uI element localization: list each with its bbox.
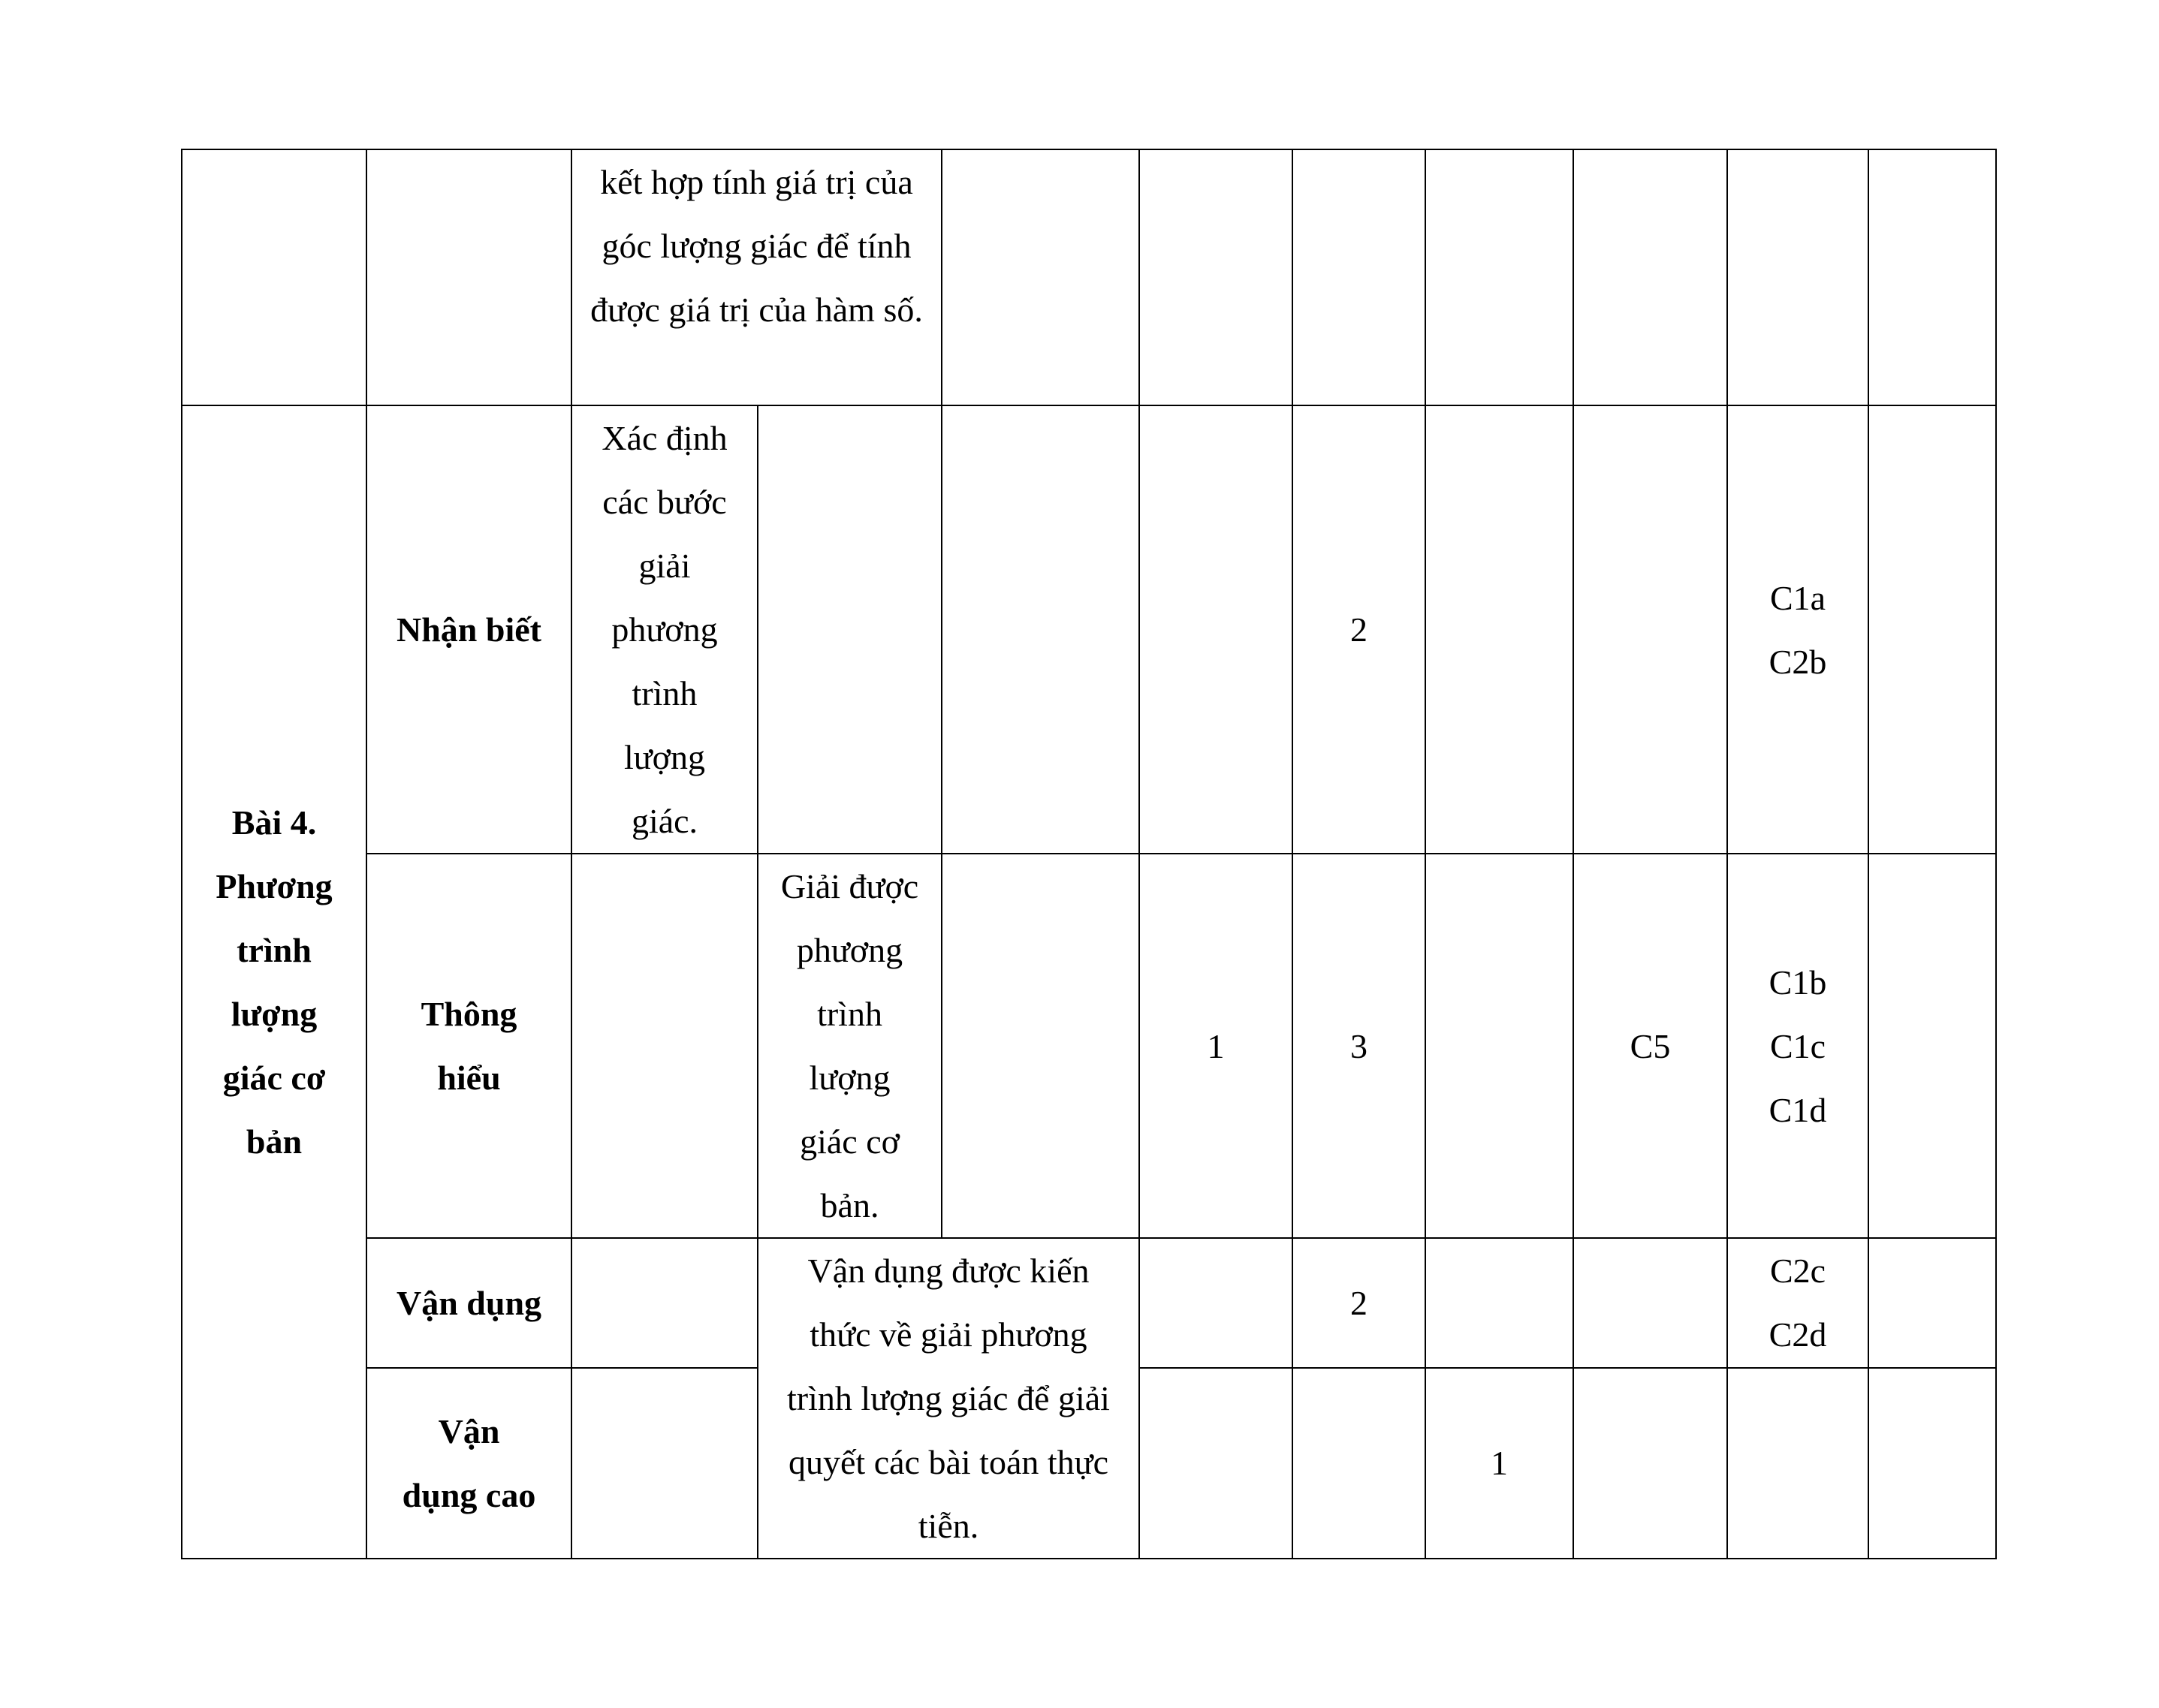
codes-cell [1727,405,1868,854]
empty-cell [942,405,1139,854]
empty-cell [366,149,571,405]
count-cell: 2 [1292,405,1425,854]
codes-cell [1727,854,1868,1238]
empty-cell [1139,1368,1292,1559]
lesson-name-cell: Bài 4. Phương trình lượng giác cơ bản [182,405,366,1559]
table-row [182,1238,1996,1368]
objective-cell: Xác định các bước giải phương trình lượng giác. [571,405,758,854]
empty-cell [1573,1238,1727,1368]
empty-cell [182,149,366,405]
code-label: C1a [1769,578,1826,617]
empty-cell [758,405,942,854]
empty-cell [1727,149,1868,405]
code-cell: C5 [1573,854,1727,1238]
empty-cell [942,854,1139,1238]
question-matrix-table [181,149,1997,1559]
empty-cell [1573,405,1727,854]
empty-cell [1425,1238,1573,1368]
objective-cell: Giải được phương trình lượng giác cơ bản. [758,854,942,1238]
code-label: C2d [1769,1315,1827,1354]
level-cell: Thông hiểu [366,854,571,1238]
empty-cell [1868,1368,1996,1559]
empty-cell [1727,1368,1868,1559]
empty-cell [1425,405,1573,854]
level-cell: Vận dụng cao [366,1368,571,1559]
empty-cell [1139,1238,1292,1368]
empty-cell [1292,1368,1425,1559]
code-label: C1c [1769,1026,1826,1065]
empty-cell [1868,1238,1996,1368]
empty-cell [571,1238,758,1368]
count-cell: 3 [1292,854,1425,1238]
table-row [182,854,1996,1238]
code-label: C2b [1769,642,1827,681]
level-cell: Vận dụng [366,1238,571,1368]
empty-cell [1573,1368,1727,1559]
table-row [182,405,1996,854]
empty-cell [1573,149,1727,405]
codes-cell [1727,1238,1868,1368]
code-label: C1d [1769,1090,1827,1129]
code-label: C1b [1769,962,1827,1002]
empty-cell [1139,405,1292,854]
shared-objective-cell: Vận dụng được kiến thức về giải phương trình lượng giác để giải quyết các bài toán thực tiễn. [758,1238,1139,1559]
level-cell: Nhận biết [366,405,571,854]
empty-cell [1139,149,1292,405]
empty-cell [571,854,758,1238]
empty-cell [1868,405,1996,854]
empty-cell [1425,149,1573,405]
empty-cell [571,1368,758,1559]
code-label: C2c [1769,1252,1826,1290]
count-cell: 1 [1139,854,1292,1238]
table-row [182,149,1996,405]
count-cell: 2 [1292,1238,1425,1368]
empty-cell [1292,149,1425,405]
empty-cell [942,149,1139,405]
empty-cell [1868,149,1996,405]
empty-cell [1868,854,1996,1238]
count-cell: 1 [1425,1368,1573,1559]
objective-cell: kết hợp tính giá trị của góc lượng giác để tính được giá trị của hàm số. [571,149,942,405]
empty-cell [1425,854,1573,1238]
